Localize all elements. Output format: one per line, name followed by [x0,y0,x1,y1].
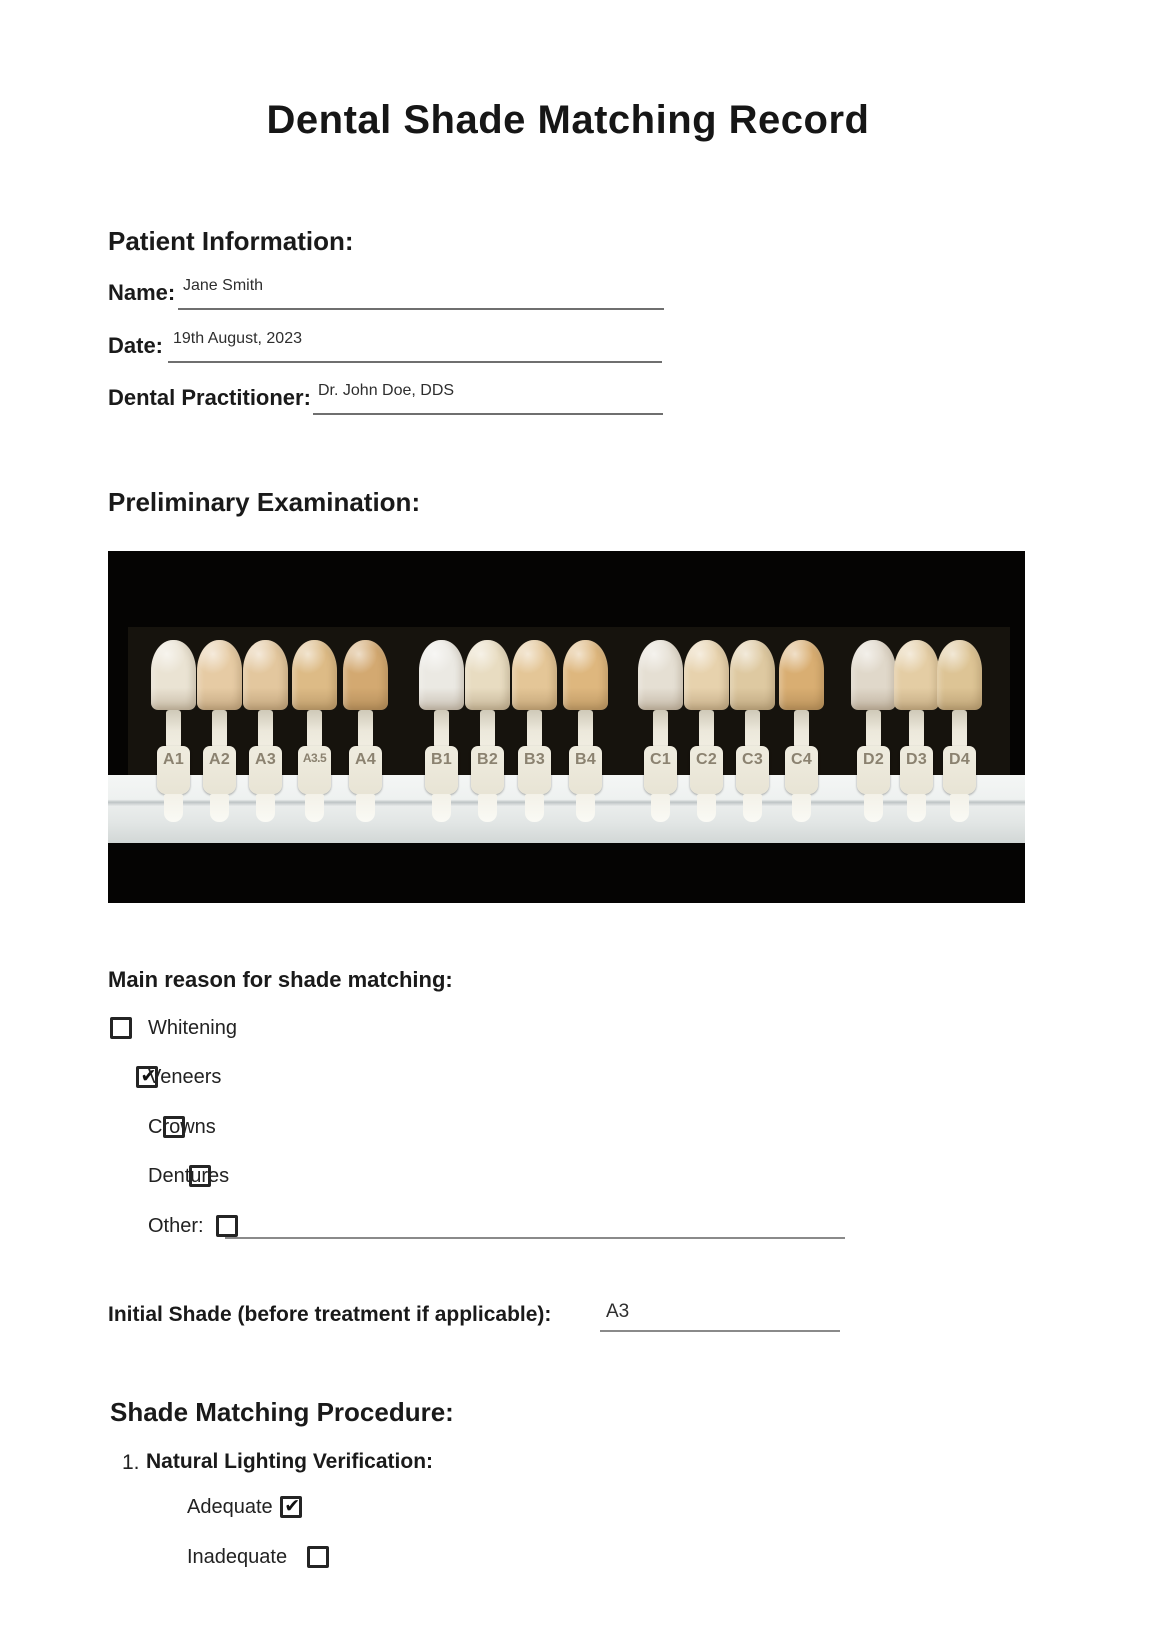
tooth-stem [434,710,449,748]
tooth-tip [305,794,324,822]
checkbox-label-veneers: Veneers [148,1066,222,1088]
tooth-handle [900,746,933,794]
tooth-tip [164,794,183,822]
shade-tab-d2 [851,640,896,825]
checkbox-label-adequate: Adequate [187,1496,273,1518]
tooth-crown [419,640,464,710]
shade-label: D4 [948,751,971,768]
tooth-crown [684,640,729,710]
tooth-stem [212,710,227,748]
shade-tab-a2 [197,640,242,825]
tooth-tip [950,794,969,822]
step-label: Natural Lighting Verification: [146,1450,434,1473]
tooth-tip [210,794,229,822]
practitioner-input-line[interactable] [313,413,663,415]
tooth-tip [907,794,926,822]
tooth-crown [779,640,824,710]
other-input-line[interactable] [225,1237,845,1239]
shade-tab-a35 [292,640,337,825]
tooth-handle [157,746,190,794]
tooth-tip [864,794,883,822]
shade-tab-c3 [730,640,775,825]
tooth-crown [894,640,939,710]
checkbox-inadequate[interactable] [307,1546,329,1568]
shade-label: A1 [162,751,185,768]
tooth-stem [307,710,322,748]
initial-shade-label: Initial Shade (before treatment if applicable): [108,1303,552,1326]
name-value: Jane Smith [183,277,264,294]
tooth-handle [298,746,331,794]
shade-tab-d4 [937,640,982,825]
tooth-tip [576,794,595,822]
shade-tab-a1 [151,640,196,825]
date-label: Date: [108,333,164,358]
tooth-handle [471,746,504,794]
tooth-stem [527,710,542,748]
tooth-handle [425,746,458,794]
tooth-crown [937,640,982,710]
tooth-handle [785,746,818,794]
shade-label: C3 [741,751,764,768]
tooth-stem [699,710,714,748]
shade-label: A2 [208,751,231,768]
checkbox-label-dentures: Dentures [148,1165,230,1187]
shade-label: C2 [695,751,718,768]
tooth-stem [794,710,809,748]
tooth-crown [512,640,557,710]
tooth-crown [465,640,510,710]
checkbox-adequate[interactable] [280,1496,302,1518]
shade-tab-c1 [638,640,683,825]
tooth-stem [952,710,967,748]
shade-label: B4 [574,751,597,768]
tooth-tip [256,794,275,822]
initial-shade-input-line[interactable] [600,1330,840,1332]
shade-tab-d3 [894,640,939,825]
practitioner-label: Dental Practitioner: [108,385,311,410]
step-number: 1. [122,1451,140,1474]
shade-label: B2 [476,751,499,768]
tooth-tip [478,794,497,822]
tooth-handle [203,746,236,794]
tooth-handle [518,746,551,794]
checkbox-label-crowns: Crowns [148,1116,216,1138]
shade-tab-b2 [465,640,510,825]
tooth-stem [866,710,881,748]
checkbox-whitening[interactable] [110,1017,132,1039]
tooth-tip [697,794,716,822]
shade-guide-photo [108,551,1025,903]
shade-label: B3 [523,751,546,768]
tooth-tip [525,794,544,822]
patient-info-heading: Patient Information: [108,226,354,256]
tooth-stem [258,710,273,748]
page-title: Dental Shade Matching Record [266,98,870,142]
checkbox-label-inadequate: Inadequate [187,1546,288,1568]
tooth-crown [292,640,337,710]
tooth-crown [730,640,775,710]
tooth-handle [349,746,382,794]
tooth-stem [358,710,373,748]
tooth-crown [243,640,288,710]
tooth-stem [480,710,495,748]
checkbox-label-whitening: Whitening [148,1017,237,1039]
tooth-stem [166,710,181,748]
tooth-crown [851,640,896,710]
tooth-stem [745,710,760,748]
tooth-tip [432,794,451,822]
shade-tab-b4 [563,640,608,825]
tooth-crown [638,640,683,710]
tooth-tip [792,794,811,822]
date-value: 19th August, 2023 [173,330,302,347]
shade-label: B1 [430,751,453,768]
shade-label: A4 [354,751,377,768]
tooth-tip [651,794,670,822]
tooth-handle [249,746,282,794]
shade-label: D3 [905,751,928,768]
tooth-handle [690,746,723,794]
practitioner-value: Dr. John Doe, DDS [318,382,455,399]
preliminary-exam-heading: Preliminary Examination: [108,487,421,517]
procedure-heading: Shade Matching Procedure: [110,1397,454,1427]
tooth-crown [563,640,608,710]
tooth-handle [857,746,890,794]
checkbox-other[interactable] [216,1215,238,1237]
tooth-handle [569,746,602,794]
tooth-handle [943,746,976,794]
tooth-crown [343,640,388,710]
shade-label: A3 [254,751,277,768]
name-input-line[interactable] [178,308,664,310]
tooth-handle [736,746,769,794]
shade-label: A3.5 [302,751,327,765]
name-label: Name: [108,280,176,305]
tooth-tip [356,794,375,822]
shade-label: C1 [649,751,672,768]
shade-tab-a4 [343,640,388,825]
tooth-crown [197,640,242,710]
main-reason-heading: Main reason for shade matching: [108,967,453,992]
tooth-tip [743,794,762,822]
shade-label: D2 [862,751,885,768]
initial-shade-value: A3 [606,1301,630,1322]
shade-label: C4 [790,751,813,768]
shade-tab-c4 [779,640,824,825]
shade-tab-b3 [512,640,557,825]
tooth-stem [578,710,593,748]
tooth-stem [909,710,924,748]
date-input-line[interactable] [168,361,662,363]
shade-tab-c2 [684,640,729,825]
tooth-handle [644,746,677,794]
checkbox-label-other: Other: [148,1215,204,1237]
shade-tab-a3 [243,640,288,825]
shade-tab-b1 [419,640,464,825]
tooth-crown [151,640,196,710]
tooth-stem [653,710,668,748]
